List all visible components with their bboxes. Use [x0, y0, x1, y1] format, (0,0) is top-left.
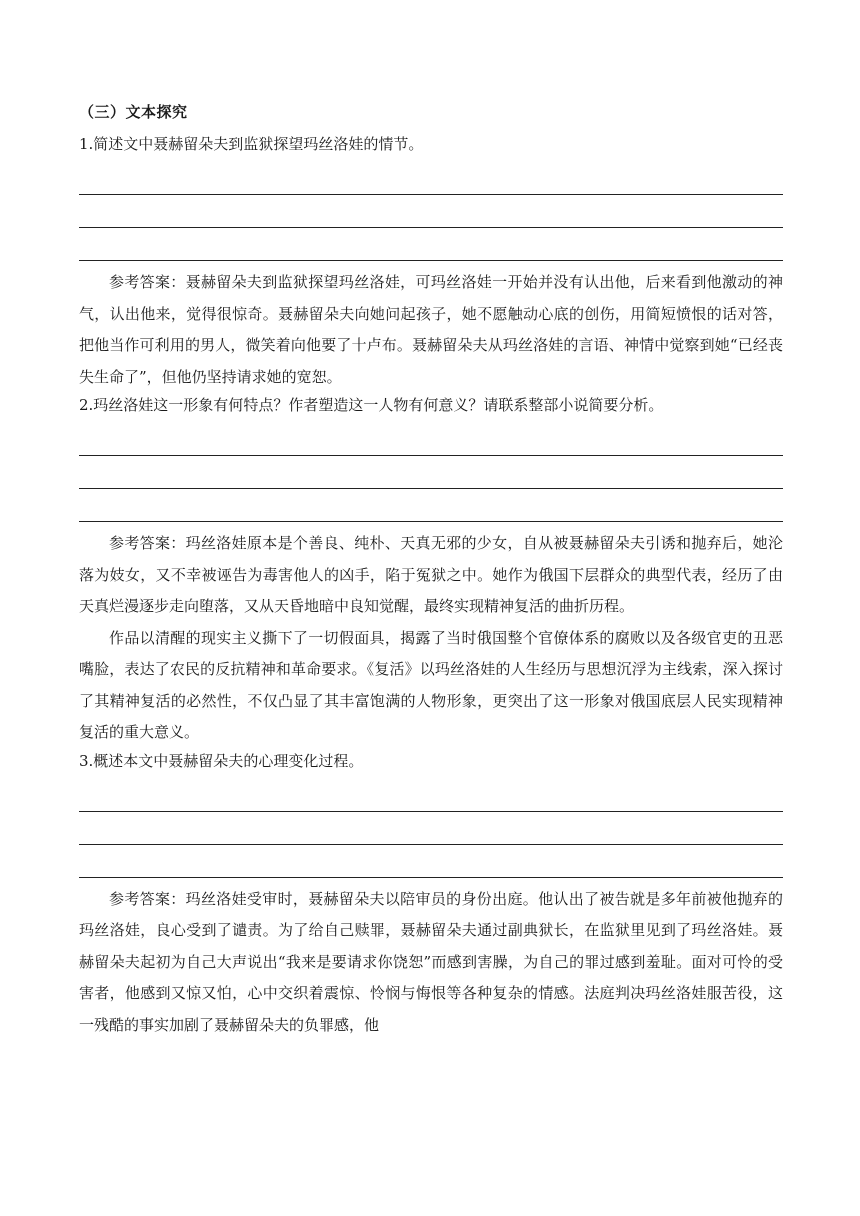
reference-answer-3: 参考答案：玛丝洛娃受审时，聂赫留朵夫以陪审员的身份出庭。他认出了被告就是多年前被他抛弃的玛丝洛娃，良心受到了谴责。为了给自己赎罪，聂赫留朵夫通过副典狱长，在监狱里见到了玛丝洛娃。聂赫留朵夫起初为自己大声说出“我来是要请求你饶恕”而感到害臊，为自己的罪过感到羞耻。面对可怜的受害者，他感到又惊又怕，心中交织着震惊、怜悯与悔恨等各种复杂的情感。法庭判决玛丝洛娃服苦役，这一残酷的事实加剧了聂赫留朵夫的负罪感，他	[79, 889, 783, 1034]
answer-line	[79, 812, 783, 845]
question-1: 1.简述文中聂赫留朵夫到监狱探望玛丝洛娃的情节。	[79, 135, 424, 153]
answer-line	[79, 779, 783, 812]
answer-line	[79, 195, 783, 228]
reference-answer-2-paragraph-2: 作品以清醒的现实主义撕下了一切假面具，揭露了当时俄国整个官僚体系的腐败以及各级官吏的丑恶嘴脸，表达了农民的反抗精神和革命要求。《复活》以玛丝洛娃的人生经历与思想沉浮为主线索，深入探讨了其精神复活的必然性，不仅凸显了其丰富饱满的人物形象，更突出了这一形象对俄国底层人民实现精神复活的重大意义。	[79, 628, 783, 741]
answer-line	[79, 456, 783, 489]
answer-line	[79, 228, 783, 261]
answer-line	[79, 162, 783, 195]
answer-lines-3	[79, 779, 783, 878]
answer-lines-1	[79, 162, 783, 261]
question-3: 3.概述本文中聂赫留朵夫的心理变化过程。	[79, 751, 364, 770]
section-heading: （三）文本探究	[79, 103, 188, 121]
reference-answer-2: 参考答案：玛丝洛娃原本是个善良、纯朴、天真无邪的少女，自从被聂赫留朵夫引诱和抛弃后，她沦落为妓女，又不幸被诬告为毒害他人的凶手，陷于冤狱之中。她作为俄国下层群众的典型代表，经历了由天真烂漫逐步走向堕落，又从天昏地暗中良知觉醒，最终实现精神复活的曲折历程。	[79, 534, 783, 615]
answer-line	[79, 845, 783, 878]
answer-lines-2	[79, 423, 783, 522]
question-2: 2.玛丝洛娃这一形象有何特点？作者塑造这一人物有何意义？请联系整部小说简要分析。	[79, 396, 664, 414]
reference-answer-1: 参考答案：聂赫留朵夫到监狱探望玛丝洛娃，可玛丝洛娃一开始并没有认出他，后来看到他激动的神气，认出他来，觉得很惊奇。聂赫留朵夫向她问起孩子，她不愿触动心底的创伤，用简短愤恨的话对答，把他当作可利用的男人，微笑着向他要了十卢布。聂赫留朵夫从玛丝洛娃的言语、神情中觉察到她“已经丧失生命了”，但他仍坚持请求她的宽恕。	[79, 273, 783, 386]
answer-line	[79, 489, 783, 522]
document-content	[79, 100, 783, 1041]
answer-line	[79, 423, 783, 456]
